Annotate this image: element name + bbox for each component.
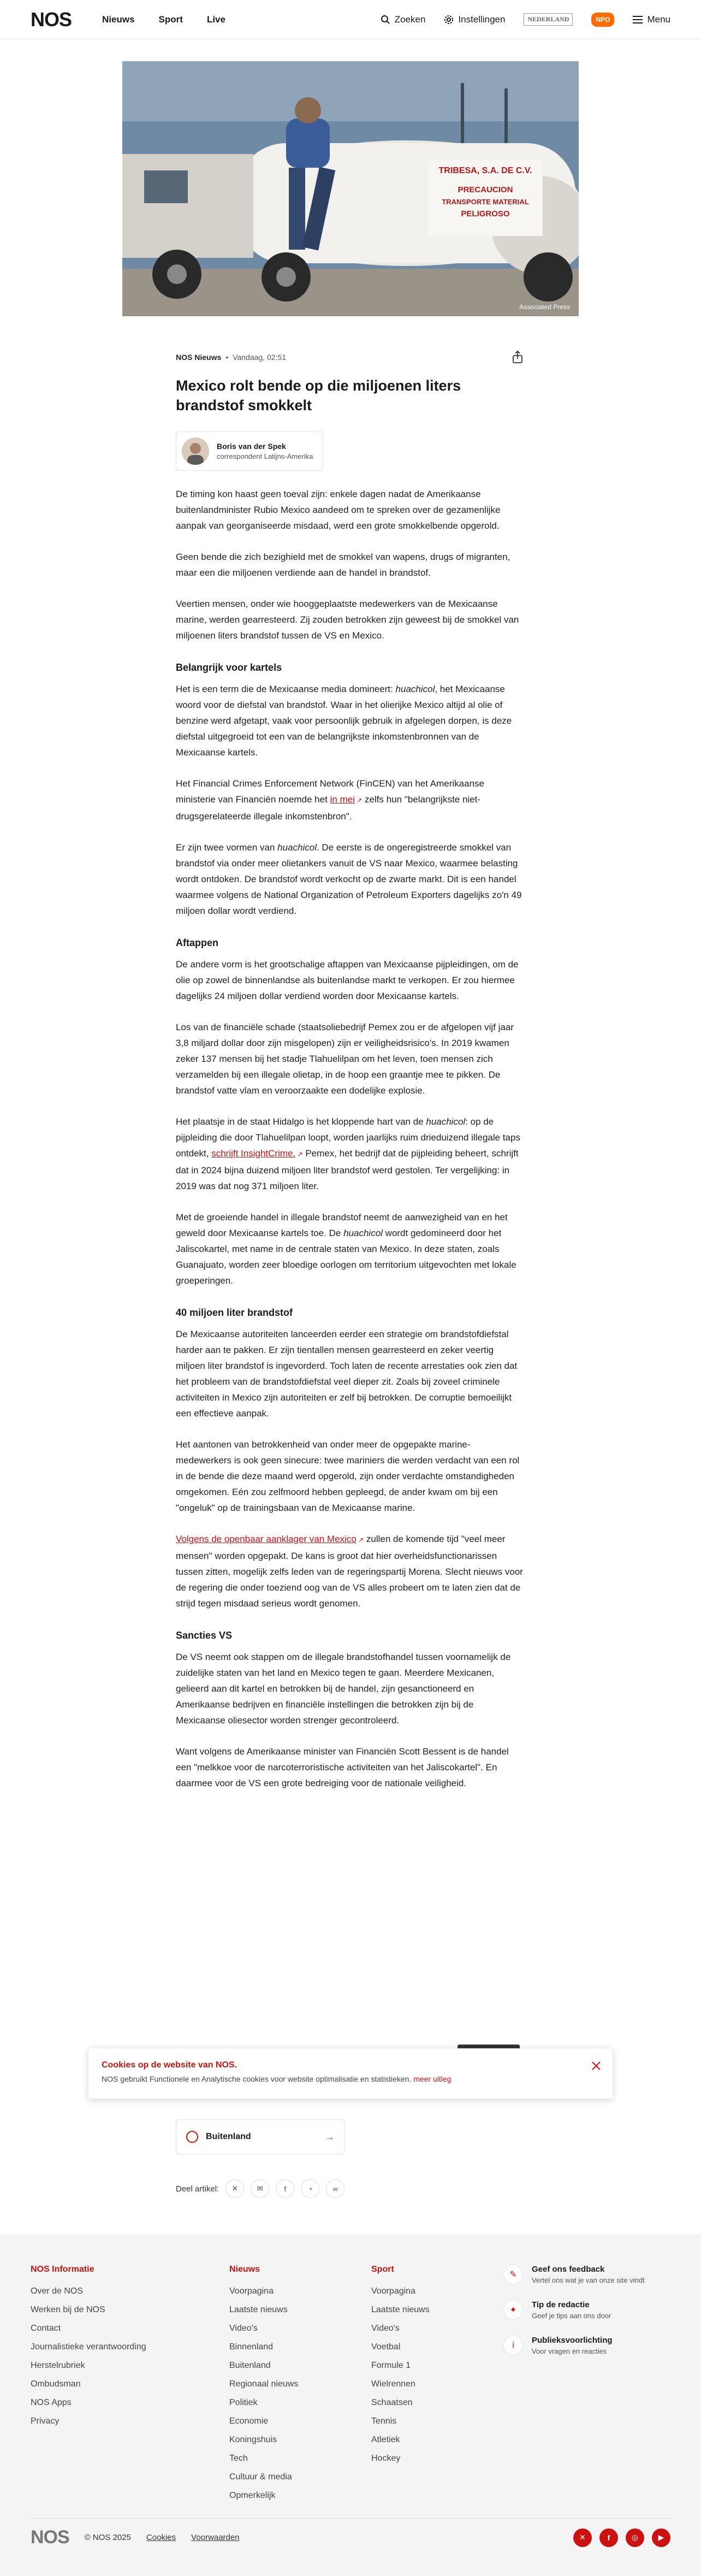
- footer-link[interactable]: Privacy: [31, 2417, 60, 2426]
- footer-link[interactable]: Buitenland: [229, 2361, 271, 2370]
- author-card[interactable]: [176, 432, 323, 471]
- paragraph: Veertien mensen, onder wie hooggeplaatste medewerkers van de Mexicaanse marine, werden gearresteerd. Zij zouden betrokken zijn geweest bij de smokkel van miljoenen liters brandstof tussen de VS en Mexico.: [176, 599, 519, 641]
- facebook-icon[interactable]: f: [599, 2528, 618, 2547]
- top-navigation: [0, 0, 701, 39]
- paragraph: Het aantonen van betrokkenheid van onder meer de opgepakte marine-medewerkers is ook geen sinecure: twee mariniers die werden verdacht van een rol in de bende die deze maand werd opgerold, zijn onder verdachte omstandigheden omgekomen. Eén zou zelfmoord hebben gepleegd, de ander kwam om bij een "ongeluk" op de trainingsbaan van de Mexicaanse marine.: [176, 1439, 520, 1513]
- cookies-link[interactable]: Cookies: [146, 2533, 176, 2542]
- paragraph: De andere vorm is het grootschalige aftappen van Mexicaanse pijpleidingen, om de olie op zowel de binnenlandse als buitenlandse markt te verkopen. Er zou hiermee dagelijks 24 miljoen dollar verdiend worden door Mexicaanse kartels.: [176, 959, 519, 1001]
- help-sub: Geef je tips aan ons door: [532, 2312, 611, 2320]
- cookie-text: NOS gebruikt Functionele en Analytische cookies voor website optimalisatie en statistieken. meer uitleg: [102, 2075, 452, 2083]
- feedback-icon: ✎: [503, 2265, 523, 2284]
- search-label: Zoeken: [394, 14, 426, 25]
- svg-text:PELIGROSO: PELIGROSO: [461, 209, 510, 218]
- menu-label: Menu: [647, 14, 670, 25]
- external-link-icon: ↗: [295, 1150, 303, 1158]
- cookie-title: Cookies op de website van NOS.: [102, 2060, 237, 2070]
- cookie-more-link[interactable]: meer uitleg: [413, 2075, 452, 2083]
- arrow-right-icon: →: [325, 2131, 335, 2142]
- footer: [0, 2234, 701, 2576]
- share-bar: [176, 2179, 344, 2198]
- x-share-icon[interactable]: ✕: [225, 2179, 244, 2198]
- footer-link[interactable]: NOS Apps: [31, 2398, 72, 2407]
- footer-link[interactable]: Economie: [229, 2417, 269, 2426]
- settings-label: Instellingen: [458, 14, 506, 25]
- author-name: Boris van der Spek: [217, 442, 286, 451]
- help-title: Geef ons feedback: [532, 2265, 605, 2274]
- npo-logo[interactable]: NPO: [591, 13, 614, 27]
- svg-text:TRIBESA, S.A. DE C.V.: TRIBESA, S.A. DE C.V.: [438, 166, 532, 175]
- gear-icon: [444, 15, 454, 25]
- share-icon[interactable]: [510, 350, 525, 365]
- x-icon[interactable]: ✕: [573, 2528, 592, 2547]
- paragraph: Geen bende die zich bezighield met de smokkel van wapens, drugs of migranten, maar een die miljoenen verdiende aan de handel in brandstof.: [176, 552, 510, 578]
- footer-link[interactable]: Hockey: [371, 2454, 401, 2463]
- footer-heading: NOS Informatie: [31, 2265, 94, 2274]
- youtube-icon[interactable]: ▶: [652, 2528, 670, 2547]
- tag-label: Buitenland: [206, 2132, 251, 2141]
- photo-credit: Associated Press: [519, 303, 570, 311]
- feedback-item[interactable]: [503, 2265, 667, 2285]
- footer-link[interactable]: Tennis: [371, 2417, 397, 2426]
- nav-link-sport[interactable]: Sport: [158, 14, 183, 25]
- svg-text:TRANSPORTE MATERIAL: TRANSPORTE MATERIAL: [442, 198, 529, 206]
- globe-icon: [186, 2131, 198, 2143]
- footer-col-sport: [371, 2265, 430, 2468]
- menu-button[interactable]: [633, 14, 670, 25]
- footer-link[interactable]: Tech: [229, 2454, 248, 2463]
- copy-link-icon[interactable]: ∞: [326, 2179, 344, 2198]
- footer-link[interactable]: Regionaal nieuws: [229, 2379, 299, 2389]
- footer-link[interactable]: Ombudsman: [31, 2379, 81, 2389]
- terms-link[interactable]: Voorwaarden: [191, 2533, 240, 2542]
- footer-link[interactable]: Herstelrubriek: [31, 2361, 85, 2370]
- author-avatar: [182, 438, 209, 465]
- footer-link[interactable]: Video's: [371, 2324, 400, 2333]
- publieksvoorlichting-item[interactable]: [503, 2336, 667, 2356]
- footer-link[interactable]: Wielrennen: [371, 2379, 415, 2389]
- link-in-mei[interactable]: in mei: [330, 794, 355, 805]
- social-links: [573, 2528, 670, 2547]
- whatsapp-share-icon[interactable]: ◔: [301, 2179, 319, 2198]
- paragraph: Het is een term die de Mexicaanse media domineert: huachicol, het Mexicaanse woord voor de diefstal van brandstof. Waar in het olierijke Mexico altijd al olie of benzine werd afgetapt, vaak voor persoonlijk gebruik in afgelegen dorpen, is deze diefstal uitgegroeid tot een van de belangrijkste inkomstenbronnen van de Mexicaanse kartels.: [176, 684, 512, 758]
- paragraph: Volgens de openbaar aanklager van Mexico ↗ zullen de komende tijd "veel meer mensen" worden opgepakt. De kans is groot dat hier overheidsfunctionarissen tussen zitten, mogelijk zelfs leden van de regeringspartij Morena. Slecht nieuws voor de regering die onder toeziend oog van de VS alles probeert om te laten zien dat de strijd tegen misdaad serieus wordt genomen.: [176, 1534, 523, 1609]
- logo-text: NOS: [31, 8, 72, 31]
- hero-image: [122, 61, 579, 316]
- paragraph: De Mexicaanse autoriteiten lanceerden eerder een strategie om brandstofdiefstal harder aan te pakken. Er zijn tientallen mensen gearresteerd en zeker veertig miljoen liter brandstof is ingevorderd. Toch laten de recente arrestaties ook zien dat het probleem van de brandstofdiefstal veel dieper zit. Zoals bij zoveel criminele activiteiten in Mexico zijn autoriteiten er zelf bij betrokken. De corruptie bemoeilijkt een effectieve aanpak.: [176, 1329, 518, 1419]
- article-date: Vandaag, 02:51: [233, 353, 286, 362]
- tip-item[interactable]: [503, 2300, 667, 2320]
- paragraph: Er zijn twee vormen van huachicol. De eerste is de ongeregistreerde smokkel van brandstof via onder meer olietankers vanuit de VS naar Mexico, waarmee belasting wordt ontdoken. De brandstof wordt verkocht op de zwarte markt. Dit is een handel waarmee volgens de National Organization of Petroleum Exporters dagelijks zo'n 49 miljoen dollar wordt verdiend.: [176, 842, 522, 916]
- external-link-icon: ↗: [356, 1536, 364, 1544]
- external-link-icon: ↗: [354, 796, 363, 804]
- footer-link[interactable]: Schaatsen: [371, 2398, 413, 2407]
- footer-heading: Nieuws: [229, 2265, 260, 2274]
- author-role: correspondent Latijns-Amerika: [217, 452, 313, 460]
- link-insightcrime[interactable]: schrijft InsightCrime.: [211, 1148, 296, 1159]
- footer-link[interactable]: Formule 1: [371, 2361, 411, 2370]
- footer-link[interactable]: Politiek: [229, 2398, 258, 2407]
- footer-link[interactable]: Video's: [229, 2324, 258, 2333]
- lightbulb-icon: ✦: [503, 2300, 523, 2320]
- article-meta: [176, 350, 525, 365]
- footer-bottom: [31, 2518, 670, 2556]
- footer-link[interactable]: Laatste nieuws: [371, 2305, 430, 2314]
- settings-button[interactable]: [444, 14, 505, 25]
- footer-help: [503, 2265, 667, 2371]
- close-icon[interactable]: [590, 2059, 603, 2072]
- subheading-sancties: Sancties VS: [176, 1630, 233, 1641]
- facebook-share-icon[interactable]: f: [276, 2179, 294, 2198]
- footer-link[interactable]: Over de NOS: [31, 2287, 84, 2296]
- paragraph: De VS neemt ook stappen om de illegale brandstofhandel tussen voornamelijk de zuidelijke staten van het land en Mexico tegen te gaan. Meerdere Mexicanen, gelieerd aan dit kartel en betrokken bij de handel, zijn gesanctioneerd en Amerikaanse bedrijven en financiële instellingen die betrokken zijn bij de Mexicaanse oliesector worden strenger gecontroleerd.: [176, 1652, 511, 1726]
- footer-logo[interactable]: NOS: [31, 2527, 69, 2548]
- footer-link[interactable]: Laatste nieuws: [229, 2305, 288, 2314]
- hamburger-icon: [633, 16, 643, 23]
- footer-link[interactable]: Voorpagina: [229, 2287, 274, 2296]
- partner-logo[interactable]: NEDERLAND: [524, 13, 573, 26]
- article-source[interactable]: NOS Nieuws: [176, 353, 222, 362]
- help-sub: Vertel ons wat je van onze site vindt: [532, 2276, 645, 2284]
- footer-link[interactable]: Cultuur & media: [229, 2472, 292, 2482]
- paragraph: Het Financial Crimes Enforcement Network (FinCEN) van het Amerikaanse ministerie van Financiën noemde het in mei ↗ zelfs hun "belangrijkste niet-drugsgerelateerde illegale inkomstenbron".: [176, 778, 484, 822]
- instagram-icon[interactable]: ◎: [626, 2528, 644, 2547]
- meta-separator: •: [225, 353, 229, 362]
- mail-share-icon[interactable]: ✉: [251, 2179, 269, 2198]
- nav-actions: [381, 13, 670, 27]
- article-title: Mexico rolt bende op die miljoenen liters brandstof smokkelt: [176, 377, 461, 413]
- info-icon: i: [503, 2336, 523, 2355]
- copyright: © NOS 2025: [84, 2533, 131, 2542]
- paragraph: Want volgens de Amerikaanse minister van Financiën Scott Bessent is de handel een "melkkoe voor de narcoterroristische activiteiten van het Jaliscokartel". En daarmee voor de VS een grote bedreiging voor de nationale veiligheid.: [176, 1746, 509, 1788]
- paragraph: Met de groeiende handel in illegale brandstof neemt de aanwezigheid van en het geweld door Mexicaanse kartels toe. De huachicol wordt gedomineerd door het Jaliscokartel, met name in de centrale staten van Mexico. In deze staten, zoals Guanajuato, worden zeer bloedige oorlogen om territorium uitgevochten met lokale groeperingen.: [176, 1212, 516, 1286]
- main-nav: [102, 14, 225, 25]
- nos-logo[interactable]: [31, 8, 72, 31]
- search-button[interactable]: [381, 14, 426, 25]
- paragraph: Het plaatsje in de staat Hidalgo is het kloppende hart van de huachicol: op de pijpleiding die door Tlahuelilpan loopt, worden jaarlijks ruim drieduizend illegale taps ontdekt, schrijft InsightCrime. ↗ Pemex, het bedrijf dat de pijpleiding beheert, schrijft dat in 2024 bijna duizend miljoen liter brandstof werd gestolen. Ter vergelijking: in 2019 was dat nog 371 miljoen liter.: [176, 1116, 520, 1191]
- subheading-kartels: Belangrijk voor kartels: [176, 662, 282, 673]
- paragraph: De timing kon haast geen toeval zijn: enkele dagen nadat de Amerikaanse buitenlandminister Rubio Mexico aandeed om te spreken over de gezamenlijke aanpak van georganiseerde misdaad, werd een grote smokkelbende opgerold.: [176, 489, 501, 531]
- paragraph: Los van de financiële schade (staatsoliebedrijf Pemex zou er de afgelopen vijf jaar 3,8 miljard dollar door zijn misgelopen) zijn er veiligheidsrisico's. In 2019 kwamen zeker 137 mensen bij het stadje Tlahuelilpan om het leven, toen mensen zich verzamelden bij een illegale olietap, in de hoop een graantje mee te pikken. De brandstof vatte vlam en veroorzaakte een dodelijke explosie.: [176, 1022, 514, 1096]
- search-icon: [381, 15, 390, 25]
- footer-link[interactable]: Werken bij de NOS: [31, 2305, 105, 2314]
- article: [176, 350, 525, 1791]
- footer-col-informatie: [31, 2265, 146, 2431]
- footer-link[interactable]: Voetbal: [371, 2342, 401, 2352]
- help-sub: Voor vragen en reacties: [532, 2347, 607, 2355]
- footer-col-nieuws: [229, 2265, 298, 2505]
- share-label: Deel artikel:: [176, 2184, 219, 2194]
- subheading-40-miljoen: 40 miljoen liter brandstof: [176, 1307, 293, 1318]
- svg-text:PRECAUCION: PRECAUCION: [458, 185, 513, 194]
- help-title: Tip de redactie: [532, 2300, 590, 2309]
- help-title: Publieksvoorlichting: [532, 2336, 613, 2345]
- nav-link-live[interactable]: Live: [206, 14, 225, 25]
- article-body: [176, 486, 525, 1791]
- footer-link[interactable]: Voorpagina: [371, 2287, 415, 2296]
- footer-link[interactable]: Atletiek: [371, 2435, 400, 2444]
- tag-buitenland[interactable]: [176, 2119, 345, 2154]
- footer-link[interactable]: Koningshuis: [229, 2435, 277, 2444]
- subheading-aftappen: Aftappen: [176, 937, 218, 948]
- link-aanklager[interactable]: Volgens de openbaar aanklager van Mexico: [176, 1534, 357, 1544]
- footer-link[interactable]: Opmerkelijk: [229, 2491, 276, 2500]
- nav-link-nieuws[interactable]: Nieuws: [102, 14, 135, 25]
- cookie-banner: [88, 2048, 613, 2099]
- footer-heading: Sport: [371, 2265, 394, 2274]
- footer-link[interactable]: Binnenland: [229, 2342, 274, 2352]
- tanker-truck-photo: [122, 61, 579, 316]
- footer-link[interactable]: Contact: [31, 2324, 61, 2333]
- footer-link[interactable]: Journalistieke verantwoording: [31, 2342, 146, 2352]
